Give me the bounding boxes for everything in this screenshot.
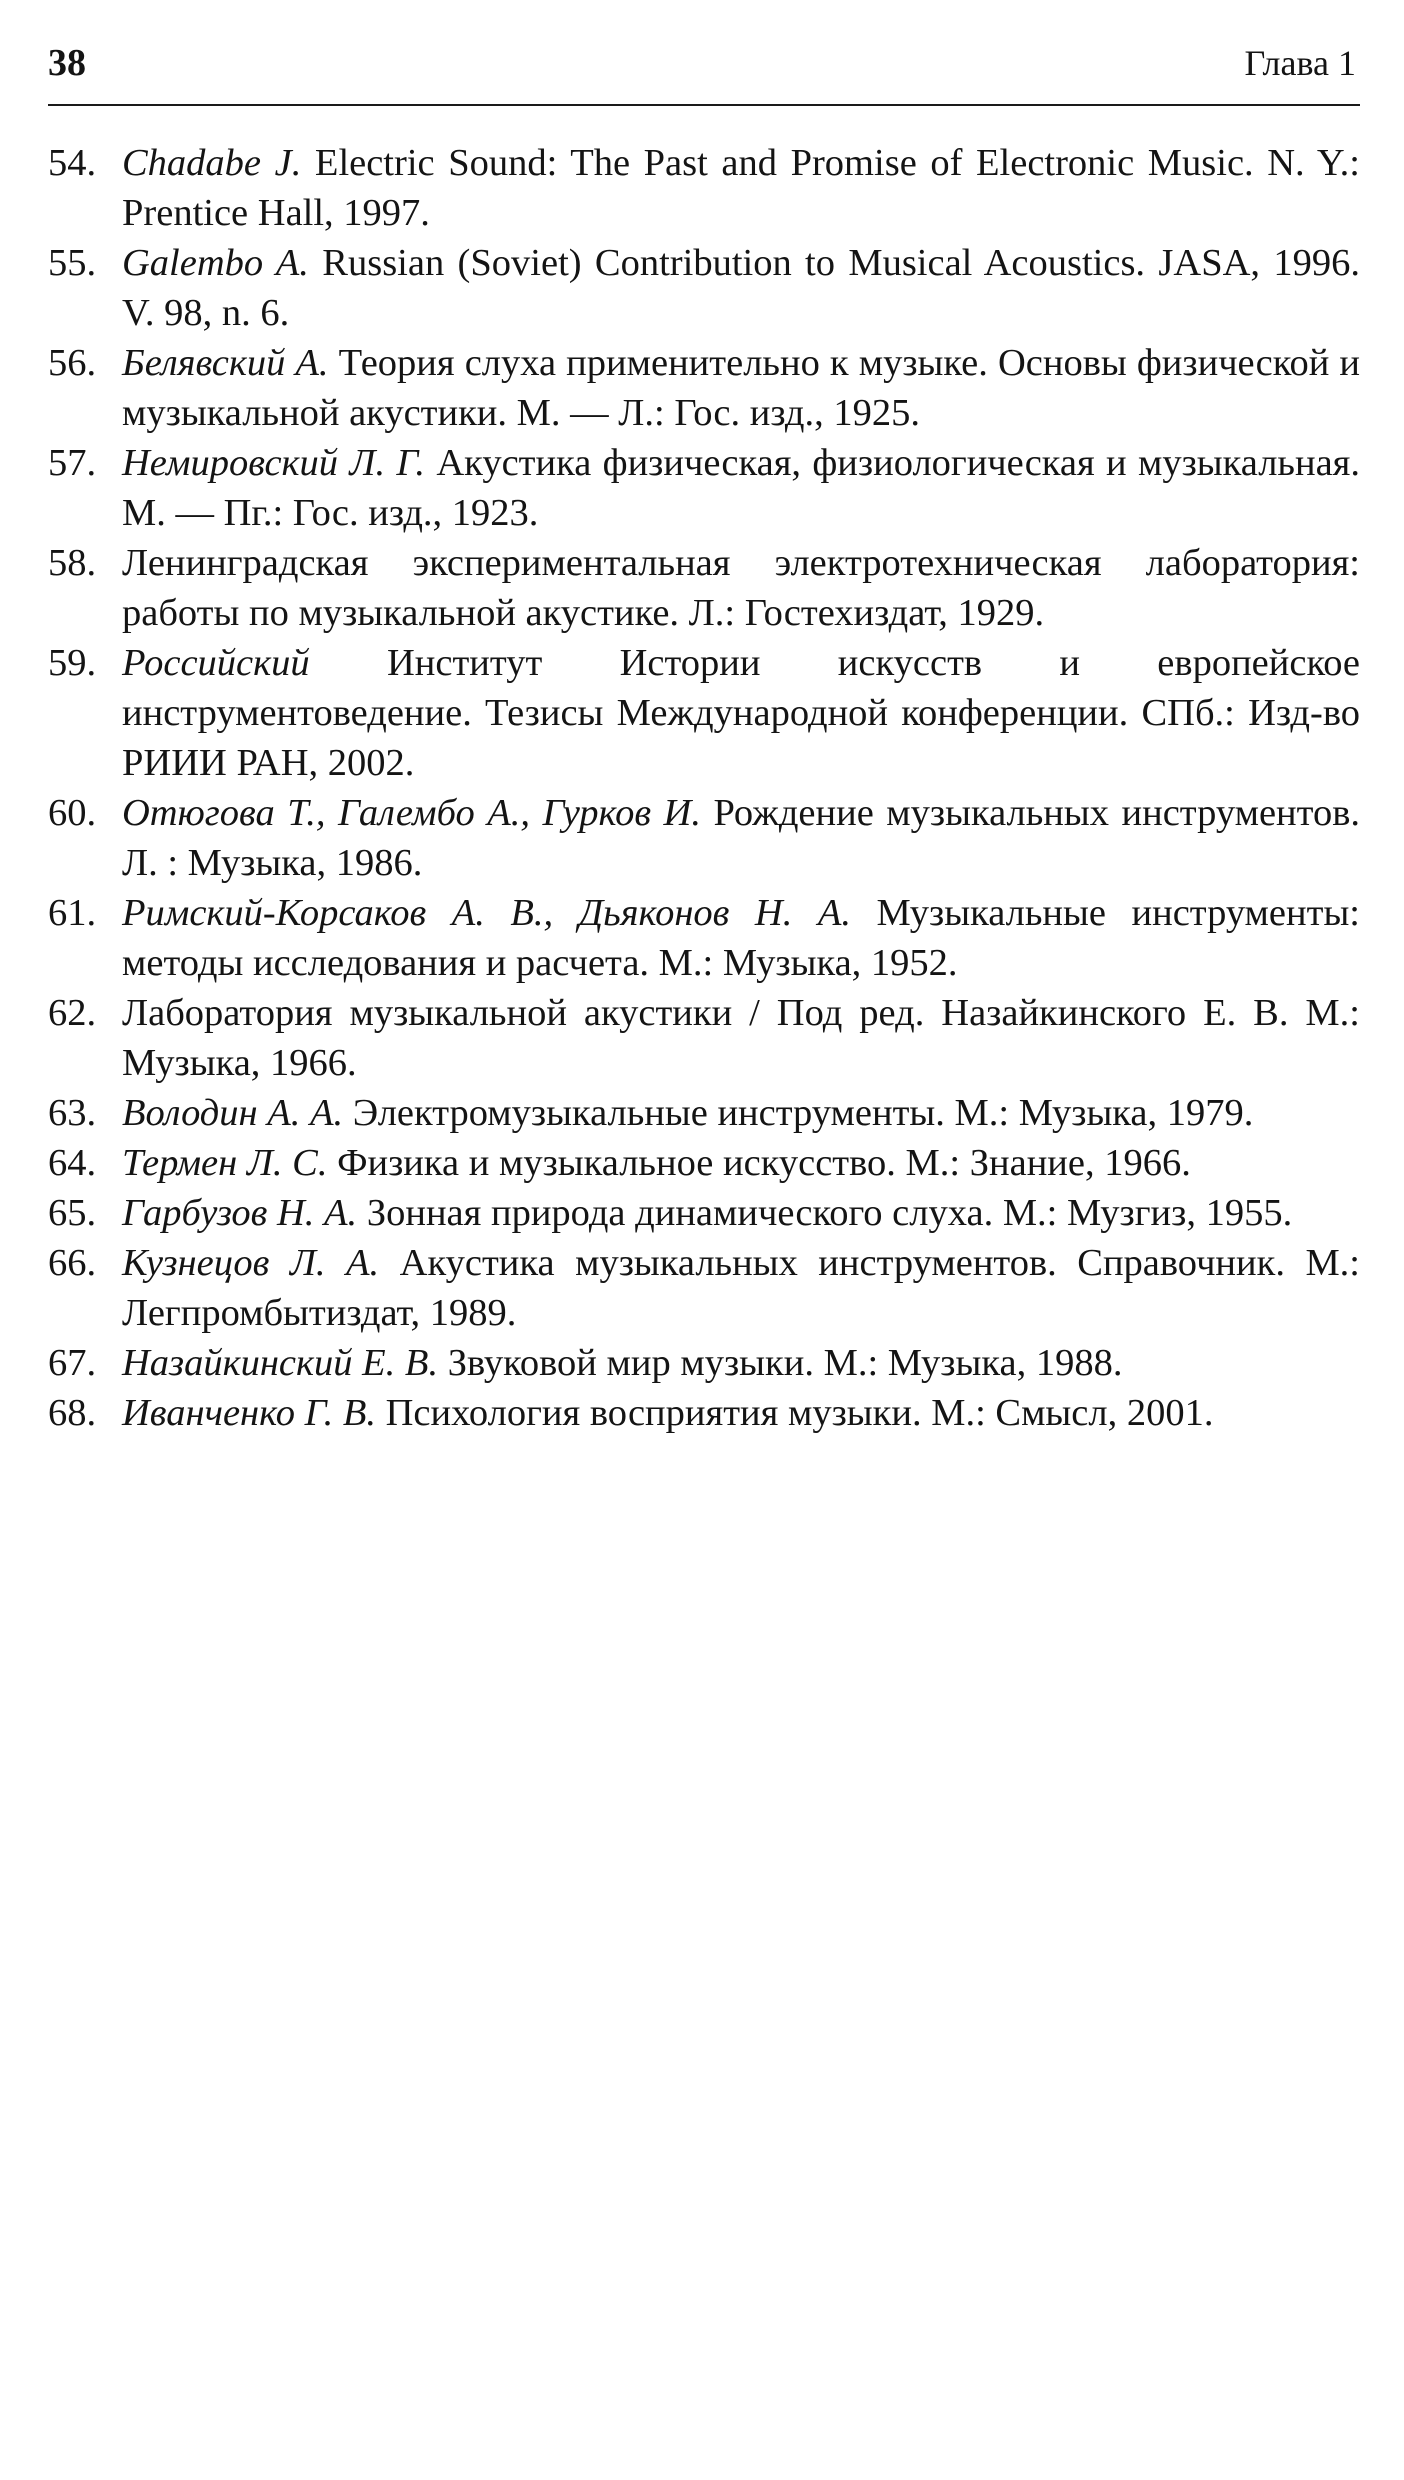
- entry-author: Немировский Л. Г.: [122, 442, 426, 484]
- entry-number: 54.: [48, 142, 97, 184]
- entry-author: Назайкинский Е. В.: [122, 1342, 439, 1384]
- entry-author: Иванченко Г. В.: [122, 1392, 376, 1434]
- entry-author: Белявский А.: [122, 342, 329, 384]
- bibliography-entry-65: [48, 1188, 1360, 1238]
- bibliography-entry-61: [48, 888, 1360, 988]
- entry-author: Володин А. А.: [122, 1092, 344, 1134]
- entry-author: Отюгова Т., Галембо А., Гурков И.: [122, 792, 701, 834]
- entry-text: Акустика музыкальных инструментов. Справочник. М.: Легпромбытиздат, 1989.: [122, 1242, 1360, 1334]
- entry-text: Рождение музыкальных инструментов. Л. : Музыка, 1986.: [122, 792, 1361, 884]
- entry-number: 56.: [48, 342, 97, 384]
- bibliography-entry-54: [48, 138, 1360, 238]
- bibliography-entry-56: [48, 338, 1360, 438]
- entry-number: 58.: [48, 542, 97, 584]
- entry-author: Гарбузов Н. А.: [122, 1192, 358, 1234]
- entry-text: Electric Sound: The Past and Promise of Electronic Music. N. Y.: Prentice Hall, 1997.: [122, 142, 1361, 234]
- entry-number: 66.: [48, 1242, 97, 1284]
- entry-text: Лаборатория музыкальной акустики / Под ред. Назайкинского Е. В. М.: Музыка, 1966.: [122, 992, 1360, 1084]
- bibliography-entry-64: [48, 1138, 1360, 1188]
- entry-text: Институт Истории искусств и европейское инструментоведение. Тезисы Международной конференции. СПб.: Изд-во РИИИ РАН, 2002.: [122, 642, 1361, 784]
- entry-text: Ленинградская экспериментальная электротехническая лаборатория: работы по музыкальной акустике. Л.: Гостехиздат, 1929.: [122, 542, 1360, 634]
- entry-number: 68.: [48, 1392, 97, 1434]
- entry-text: Russian (Soviet) Contribution to Musical Acoustics. JASA, 1996. V. 98, n. 6.: [122, 242, 1360, 334]
- entry-text: Психология восприятия музыки. М.: Смысл, 2001.: [385, 1392, 1214, 1434]
- bibliography-list: [48, 138, 1360, 1438]
- entry-author: Galembo A.: [122, 242, 309, 284]
- bibliography-entry-62: [48, 988, 1360, 1088]
- entry-number: 59.: [48, 642, 97, 684]
- bibliography-entry-60: [48, 788, 1360, 888]
- entry-author: Chadabe J.: [122, 142, 302, 184]
- header-rule: [48, 104, 1360, 106]
- running-head: [48, 38, 1360, 88]
- entry-text: Звуковой мир музыки. М.: Музыка, 1988.: [447, 1342, 1123, 1384]
- bibliography-entry-58: [48, 538, 1360, 638]
- entry-text: Зонная природа динамического слуха. М.: Музгиз, 1955.: [366, 1192, 1293, 1234]
- entry-number: 55.: [48, 242, 97, 284]
- bibliography-entry-55: [48, 238, 1360, 338]
- entry-number: 63.: [48, 1092, 97, 1134]
- entry-number: 65.: [48, 1192, 97, 1234]
- bibliography-entry-57: [48, 438, 1360, 538]
- entry-author: Римский-Корсаков А. В., Дьяконов Н. А.: [122, 892, 851, 934]
- entry-number: 67.: [48, 1342, 97, 1384]
- entry-number: 64.: [48, 1142, 97, 1184]
- entry-text: Физика и музыкальное искусство. М.: Знание, 1966.: [337, 1142, 1191, 1184]
- entry-number: 62.: [48, 992, 97, 1034]
- chapter-title: Глава 1: [1244, 43, 1356, 83]
- entry-text: Музыкальные инструменты: методы исследования и расчета. М.: Музыка, 1952.: [122, 892, 1361, 984]
- entry-text: Электромузыкальные инструменты. М.: Музыка, 1979.: [352, 1092, 1254, 1134]
- entry-number: 60.: [48, 792, 97, 834]
- bibliography-entry-59: [48, 638, 1360, 788]
- bibliography-entry-68: [48, 1388, 1360, 1438]
- bibliography-entry-66: [48, 1238, 1360, 1338]
- page-number: 38: [48, 42, 86, 84]
- entry-author: Кузнецов Л. А.: [122, 1242, 380, 1284]
- bibliography-entry-63: [48, 1088, 1360, 1138]
- entry-number: 61.: [48, 892, 97, 934]
- entry-number: 57.: [48, 442, 97, 484]
- entry-author: Термен Л. С.: [122, 1142, 328, 1184]
- bibliography-entry-67: [48, 1338, 1360, 1388]
- entry-text: Акустика физическая, физиологическая и музыкальная. М. — Пг.: Гос. изд., 1923.: [122, 442, 1361, 534]
- entry-author: Российский: [122, 642, 310, 684]
- entry-text: Теория слуха применительно к музыке. Основы физической и музыкальной акустики. М. — Л.: Гос. изд., 1925.: [122, 342, 1360, 434]
